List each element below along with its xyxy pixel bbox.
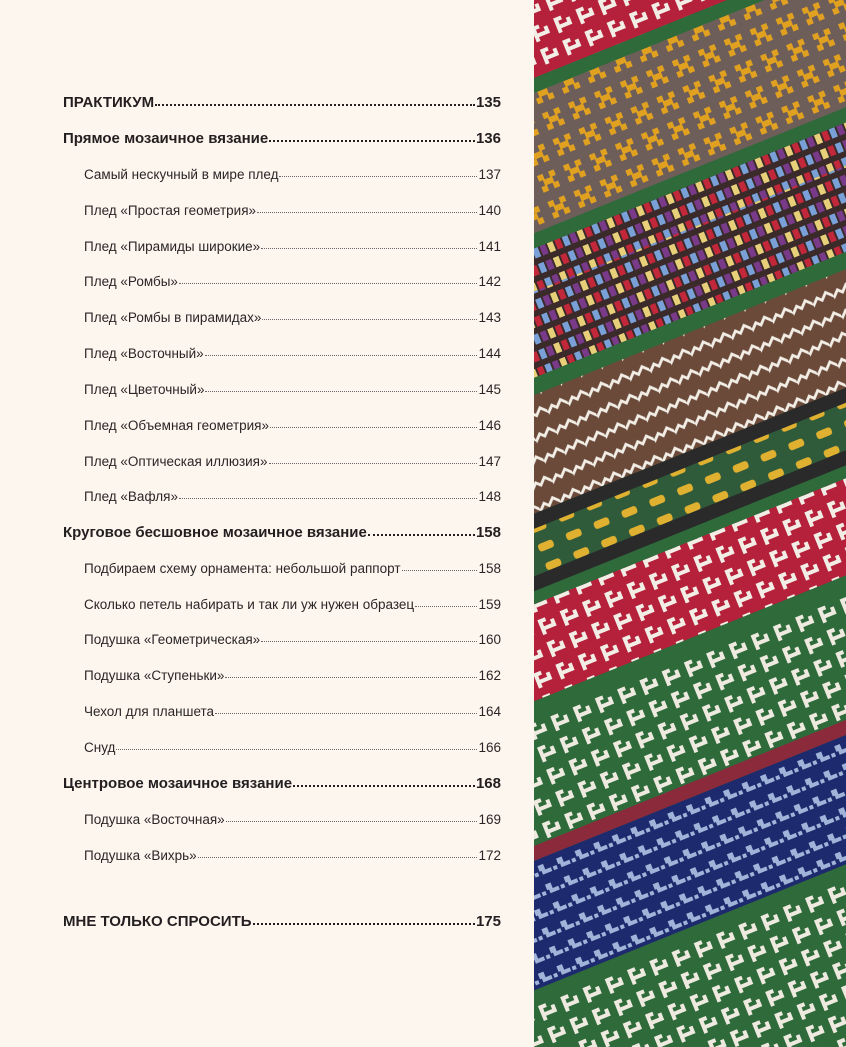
dot-leader xyxy=(402,570,478,571)
dot-leader xyxy=(293,785,475,787)
toc-entry[interactable] xyxy=(84,632,501,647)
toc-entry-page: 162 xyxy=(478,668,501,683)
dot-leader xyxy=(205,391,477,392)
toc-entry-page: 146 xyxy=(478,418,501,433)
toc-entry-title: Круговое бесшовное мозаичное вязание xyxy=(63,524,367,541)
toc-entry-title: Подушка «Вихрь» xyxy=(84,848,197,863)
toc-entry-page: 145 xyxy=(478,382,501,397)
toc-entry-page: 158 xyxy=(478,561,501,576)
toc-entry-page: 136 xyxy=(475,130,501,147)
dot-leader xyxy=(179,283,478,284)
toc-entry-page: 175 xyxy=(475,913,501,930)
dot-leader xyxy=(226,821,478,822)
dot-leader xyxy=(205,355,478,356)
toc-entry-title: Подушка «Ступеньки» xyxy=(84,668,225,683)
toc-entry-page: 169 xyxy=(478,812,501,827)
toc-entry-title: Плед «Восточный» xyxy=(84,346,204,361)
toc-entry[interactable] xyxy=(84,310,501,325)
toc-entry[interactable] xyxy=(84,418,501,433)
toc-entry-title: Прямое мозаичное вязание xyxy=(63,130,269,147)
toc-entry[interactable] xyxy=(63,130,501,147)
toc-entry-page: 172 xyxy=(478,848,501,863)
dot-leader xyxy=(279,176,477,177)
toc-entry-page: 141 xyxy=(478,239,501,254)
toc-entry[interactable] xyxy=(84,848,501,863)
toc-entry[interactable] xyxy=(84,597,501,612)
toc-entry-page: 160 xyxy=(478,632,501,647)
toc-entry-page: 148 xyxy=(478,489,501,504)
toc-entry[interactable] xyxy=(84,239,501,254)
toc-entry-title: Снуд xyxy=(84,740,116,755)
dot-leader xyxy=(269,140,475,142)
toc-entry[interactable] xyxy=(84,740,501,755)
toc-entry-title: Плед «Ромбы в пирамидах» xyxy=(84,310,262,325)
toc-entry-title: Плед «Вафля» xyxy=(84,489,178,504)
toc-entry-page: 144 xyxy=(478,346,501,361)
toc-entry-title: МНЕ ТОЛЬКО СПРОСИТЬ xyxy=(63,913,252,930)
toc-entry[interactable] xyxy=(84,382,501,397)
toc-entry-title: Плед «Цветочный» xyxy=(84,382,205,397)
toc-entry-page: 159 xyxy=(478,597,501,612)
dot-leader xyxy=(179,498,478,499)
toc-entry-title: Подушка «Восточная» xyxy=(84,812,225,827)
knitted-blanket-photo xyxy=(534,0,846,1047)
dot-leader xyxy=(368,534,475,536)
toc-entry-title: Подушка «Геометрическая» xyxy=(84,632,261,647)
toc-entry-page: 164 xyxy=(478,704,501,719)
toc-entry[interactable] xyxy=(63,524,501,541)
toc-entry[interactable] xyxy=(63,775,501,792)
dot-leader xyxy=(257,212,477,213)
toc-entry-title: Чехол для планшета xyxy=(84,704,215,719)
toc-entry[interactable] xyxy=(84,346,501,361)
toc-entry[interactable] xyxy=(63,94,501,111)
dot-leader xyxy=(269,463,478,464)
dot-leader xyxy=(215,713,477,714)
toc-entry-page: 168 xyxy=(475,775,501,792)
dot-leader xyxy=(415,606,477,607)
toc-entry-page: 143 xyxy=(478,310,501,325)
toc-entry-title: Плед «Оптическая иллюзия» xyxy=(84,454,268,469)
toc-entry-title: Плед «Простая геометрия» xyxy=(84,203,257,218)
toc-entry-title: Плед «Ромбы» xyxy=(84,274,178,289)
toc-entry[interactable] xyxy=(84,704,501,719)
toc-entry[interactable] xyxy=(84,489,501,504)
toc-entry-title: ПРАКТИКУМ xyxy=(63,94,155,111)
dot-leader xyxy=(253,923,475,925)
toc-entry-page: 142 xyxy=(478,274,501,289)
dot-leader xyxy=(225,677,477,678)
toc-entry[interactable] xyxy=(84,167,501,182)
toc-entry-title: Центровое мозаичное вязание xyxy=(63,775,293,792)
toc-entry-title: Плед «Пирамиды широкие» xyxy=(84,239,261,254)
toc-entry[interactable] xyxy=(84,812,501,827)
toc-entry-page: 158 xyxy=(475,524,501,541)
toc-entry[interactable] xyxy=(84,274,501,289)
toc-entry[interactable] xyxy=(84,203,501,218)
toc-entry[interactable] xyxy=(84,454,501,469)
dot-leader xyxy=(155,104,475,106)
dot-leader xyxy=(261,641,477,642)
toc-entry-title: Подбираем схему орнамента: небольшой раппорт xyxy=(84,561,401,576)
dot-leader xyxy=(262,319,477,320)
toc-entry-page: 135 xyxy=(475,94,501,111)
dot-leader xyxy=(261,248,477,249)
toc-entry[interactable] xyxy=(63,913,501,930)
dot-leader xyxy=(198,857,478,858)
toc-entry-title: Самый нескучный в мире плед xyxy=(84,167,279,182)
toc-entry-title: Сколько петель набирать и так ли уж нужен образец xyxy=(84,597,415,612)
toc-entry-page: 147 xyxy=(478,454,501,469)
toc-entry-page: 137 xyxy=(478,167,501,182)
toc-entry[interactable] xyxy=(84,668,501,683)
toc-entry-title: Плед «Объемная геометрия» xyxy=(84,418,269,433)
toc-entry[interactable] xyxy=(84,561,501,576)
toc-entry-page: 166 xyxy=(478,740,501,755)
dot-leader xyxy=(116,749,477,750)
toc-entry-page: 140 xyxy=(478,203,501,218)
dot-leader xyxy=(270,427,477,428)
